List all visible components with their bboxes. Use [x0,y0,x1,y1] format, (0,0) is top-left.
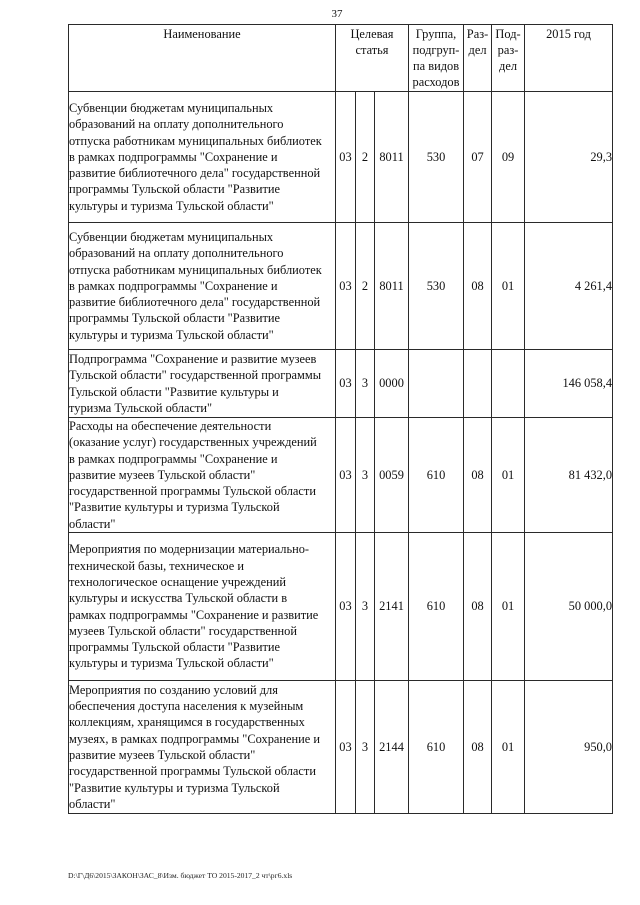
row-subsection: 01 [492,533,525,681]
row-amount: 146 058,4 [525,350,613,418]
footer-file-path: D:\Г\Д6\2015\ЗАКОН\ЗАС_8\Изм. бюджет ТО 2015-2017_2 чт\рг6.xls [68,871,293,880]
row-expense-group: 530 [409,223,464,350]
row-name: Расходы на обеспечение деятельности (оказание услуг) государственных учреждений в рамках подпрограммы "Сохранение и развитие музеев Тульской области" государственной программы Тульской области "Развитие культуры и туризма Тульской области" [69,418,336,533]
table-row [69,533,613,681]
row-section: 08 [464,223,492,350]
row-section: 08 [464,533,492,681]
row-direction-code: 2141 [375,533,409,681]
row-subprogram-code: 3 [356,418,375,533]
row-subsection [492,350,525,418]
row-subprogram-code: 2 [356,92,375,223]
row-expense-group: 610 [409,418,464,533]
row-program-code: 03 [336,92,356,223]
row-expense-group: 610 [409,681,464,814]
row-section: 07 [464,92,492,223]
table-row [69,681,613,814]
row-program-code: 03 [336,533,356,681]
row-subsection: 01 [492,418,525,533]
row-program-code: 03 [336,418,356,533]
row-amount: 81 432,0 [525,418,613,533]
row-direction-code: 0000 [375,350,409,418]
header-section: Раз- дел [464,25,492,92]
row-direction-code: 2144 [375,681,409,814]
row-expense-group [409,350,464,418]
table-row [69,223,613,350]
row-name: Подпрограмма "Сохранение и развитие музеев Тульской области" государственной программы Тульской области "Развитие культуры и туризма Тульской области" [69,350,336,418]
row-subsection: 01 [492,223,525,350]
header-year-2015: 2015 год [525,25,613,92]
row-expense-group: 530 [409,92,464,223]
row-amount: 4 261,4 [525,223,613,350]
row-subsection: 01 [492,681,525,814]
row-amount: 29,3 [525,92,613,223]
row-direction-code: 0059 [375,418,409,533]
header-name: Наименование [69,25,336,92]
header-subsection: Под- раз- дел [492,25,525,92]
row-program-code: 03 [336,350,356,418]
row-section [464,350,492,418]
table-row [69,418,613,533]
row-subprogram-code: 3 [356,681,375,814]
row-amount: 50 000,0 [525,533,613,681]
table-row [69,92,613,223]
table-row [69,350,613,418]
row-direction-code: 8011 [375,223,409,350]
page-number: 37 [331,8,343,20]
row-program-code: 03 [336,223,356,350]
row-subsection: 09 [492,92,525,223]
header-target-article: Целевая статья [336,25,409,92]
row-name: Мероприятия по созданию условий для обеспечения доступа населения к музейным коллекциям, хранящимся в государственных музеях, в рамках подпрограммы "Сохранение и развитие музеев Тульской области" государственной программы Тульской области "Развитие культуры и туризма Тульской области" [69,681,336,814]
table-header-row [69,25,613,92]
row-amount: 950,0 [525,681,613,814]
row-section: 08 [464,418,492,533]
row-direction-code: 8011 [375,92,409,223]
row-expense-group: 610 [409,533,464,681]
row-subprogram-code: 2 [356,223,375,350]
budget-table [68,24,613,814]
row-subprogram-code: 3 [356,350,375,418]
row-name: Субвенции бюджетам муниципальных образований на оплату дополнительного отпуска работникам муниципальных библиотек в рамках подпрограммы "Сохранение и развитие библиотечного дела" государственной программы Тульской области "Развитие культуры и туризма Тульской области" [69,223,336,350]
row-name: Мероприятия по модернизации материально- технической базы, техническое и технологическое оснащение учреждений культуры и искусства Тульской области в рамках подпрограммы "Сохранение и развитие музеев Тульской области" государственной программы Тульской области "Развитие культуры и туризма Тульской области" [69,533,336,681]
row-subprogram-code: 3 [356,533,375,681]
row-name: Субвенции бюджетам муниципальных образований на оплату дополнительного отпуска работникам муниципальных библиотек в рамках подпрограммы "Сохранение и развитие библиотечного дела" государственной программы Тульской области "Развитие культуры и туризма Тульской области" [69,92,336,223]
row-program-code: 03 [336,681,356,814]
row-section: 08 [464,681,492,814]
header-expense-group: Группа, подгруп- па видов расходов [409,25,464,92]
